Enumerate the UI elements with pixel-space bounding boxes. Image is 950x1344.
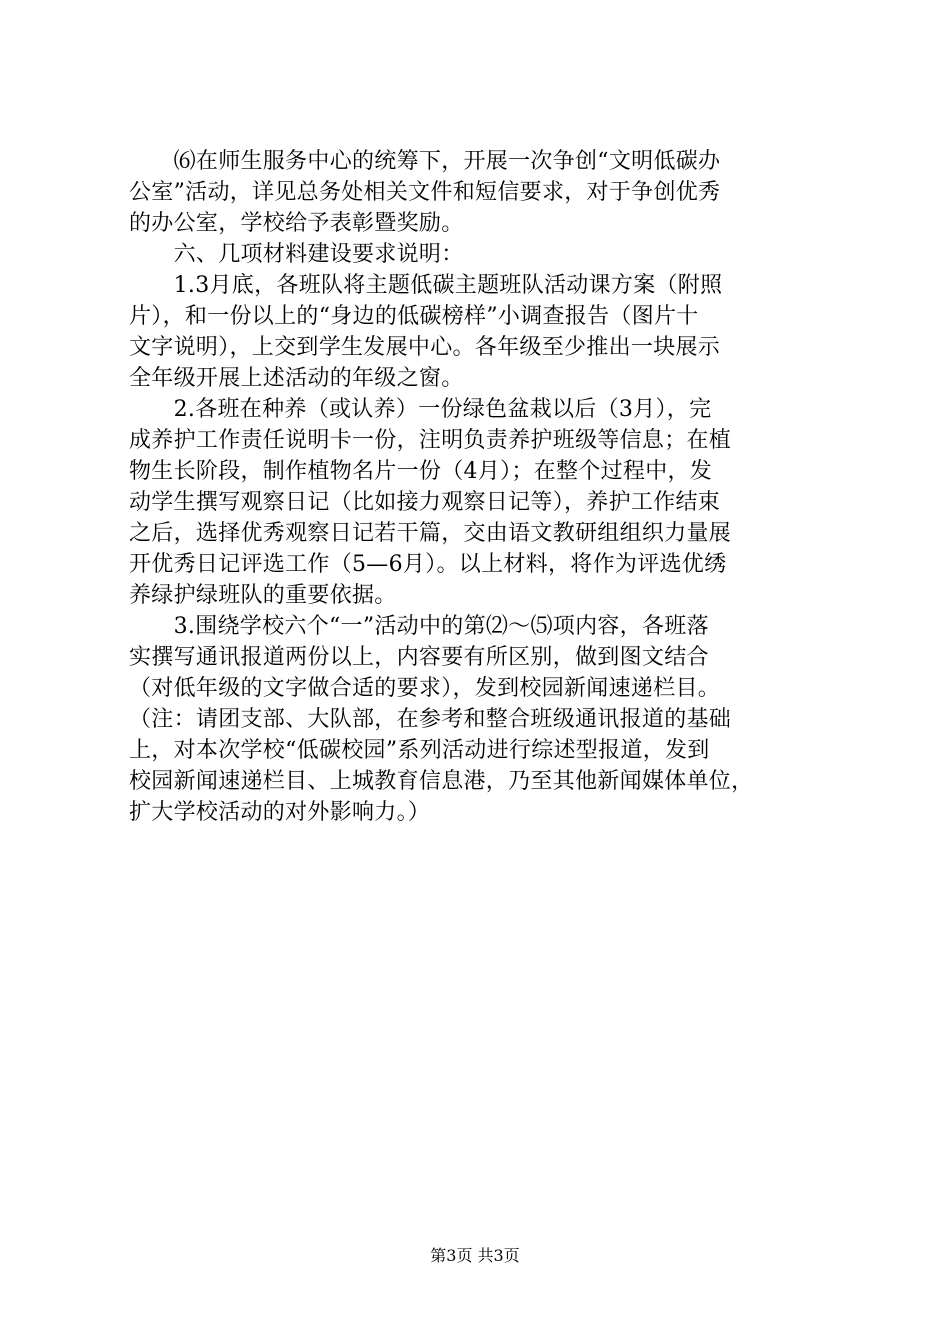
paragraph-line: 上，对本次学校“低碳校园”系列活动进行综述型报道，发到 xyxy=(129,738,710,763)
paragraph-line: 文字说明），上交到学生发展中心。各年级至少推出一块展示 xyxy=(129,335,721,360)
paragraph-line: （注：请团支部、大队部，在参考和整合班级通讯报道的基础 xyxy=(129,707,732,732)
paragraph-line: 3.围绕学校六个“一”活动中的第⑵～⑸项内容，各班落 xyxy=(129,614,709,639)
paragraph-line: 物生长阶段，制作植物名片一份（4月）；在整个过程中，发 xyxy=(129,459,713,484)
paragraph-line: 养绿护绿班队的重要依据。 xyxy=(129,583,397,608)
paragraph-line: 的办公室，学校给予表彰暨奖励。 xyxy=(129,211,464,236)
paragraph-line: 成养护工作责任说明卡一份，注明负责养护班级等信息；在植 xyxy=(129,428,732,453)
paragraph-line: （对低年级的文字做合适的要求），发到校园新闻速递栏目。 xyxy=(129,676,721,701)
paragraph-line: 全年级开展上述活动的年级之窗。 xyxy=(129,366,464,391)
paragraph-line: 1.3月底，各班队将主题低碳主题班队活动课方案（附照 xyxy=(129,273,723,298)
document-body xyxy=(129,146,834,828)
paragraph-line: 片），和一份以上的“身边的低碳榜样”小调查报告（图片十 xyxy=(129,304,699,329)
page-number-footer: 第3页 共3页 xyxy=(430,1246,520,1265)
paragraph-line: 之后，选择优秀观察日记若干篇，交由语文教研组组织力量展 xyxy=(129,521,732,546)
section-heading: 六、几项材料建设要求说明： xyxy=(129,242,464,267)
paragraph-line: 动学生撰写观察日记（比如接力观察日记等），养护工作结束 xyxy=(129,490,721,515)
paragraph-line: 实撰写通讯报道两份以上，内容要有所区别，做到图文结合 xyxy=(129,645,709,670)
paragraph-line: 扩大学校活动的对外影响力。） xyxy=(129,800,431,825)
paragraph-line: 开优秀日记评选工作（5—6月）。以上材料，将作为评选优绣 xyxy=(129,552,727,577)
paragraph-line: ⑹在师生服务中心的统筹下，开展一次争创“文明低碳办 xyxy=(129,149,721,174)
paragraph-line: 公室”活动，详见总务处相关文件和短信要求，对于争创优秀 xyxy=(129,180,721,205)
paragraph-line: 2.各班在种养（或认养）一份绿色盆栽以后（3月），完 xyxy=(129,397,712,422)
paragraph-line: 校园新闻速递栏目、上城教育信息港，乃至其他新闻媒体单位， xyxy=(129,769,754,794)
